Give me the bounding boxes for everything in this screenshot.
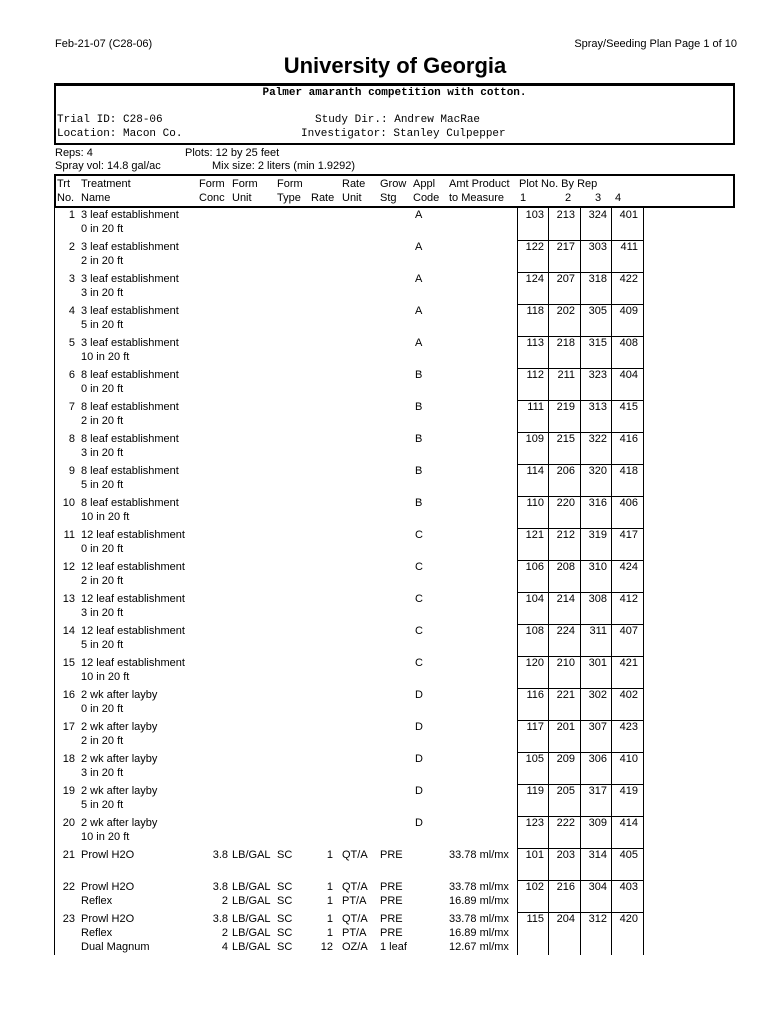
- plot-number: 318: [588, 273, 607, 285]
- mix-size-info: Mix size: 2 liters (min 1.9292): [212, 160, 356, 172]
- plot-number: 206: [556, 465, 575, 477]
- form-conc: 2: [221, 895, 228, 907]
- treatment-name: 2 in 20 ft: [81, 575, 124, 587]
- amt-product: 12.67 ml/mx: [449, 941, 509, 953]
- plot-number: 121: [525, 529, 544, 541]
- amt-product: 33.78 ml/mx: [449, 913, 509, 925]
- plot-number: 405: [619, 849, 638, 861]
- trt-no: 2: [68, 241, 75, 253]
- col-amt-product-2: to Measure: [449, 192, 505, 204]
- treatment-name: 3 leaf establishment: [81, 337, 179, 349]
- plot-number: 212: [556, 529, 575, 541]
- form-unit: LB/GAL: [232, 941, 271, 953]
- treatment-name: 2 in 20 ft: [81, 735, 124, 747]
- plot-number: 117: [526, 721, 544, 733]
- plots-info: Plots: 12 by 25 feet: [185, 147, 280, 159]
- trt-no: 4: [68, 305, 75, 317]
- treatment-name: 0 in 20 ft: [81, 703, 124, 715]
- spray-vol-info: Spray vol: 14.8 gal/ac: [55, 160, 161, 172]
- plot-number: 424: [619, 561, 638, 573]
- plot-number: 116: [526, 689, 544, 701]
- plot-number: 420: [619, 913, 638, 925]
- col-no: No.: [57, 192, 75, 204]
- treatment-name: 3 leaf establishment: [81, 305, 179, 317]
- appl-code: D: [415, 817, 423, 829]
- treatment-name: 8 leaf establishment: [81, 465, 179, 477]
- plot-number: 217: [556, 241, 575, 253]
- appl-code: A: [415, 305, 423, 317]
- trt-no: 18: [62, 753, 75, 765]
- treatment-name: 3 in 20 ft: [81, 447, 124, 459]
- plot-number: 304: [588, 881, 607, 893]
- plot-number: 303: [588, 241, 607, 253]
- plot-number: 204: [556, 913, 575, 925]
- trt-no: 11: [63, 529, 75, 541]
- plot-number: 201: [556, 721, 575, 733]
- page-title: University of Georgia: [283, 53, 507, 78]
- plot-number: 312: [588, 913, 607, 925]
- grid-line: [643, 208, 644, 955]
- plot-number: 403: [619, 881, 638, 893]
- form-unit: LB/GAL: [232, 895, 271, 907]
- trt-no: 12: [62, 561, 75, 573]
- treatment-name: 12 leaf establishment: [81, 657, 185, 669]
- col-form-unit-2: Unit: [232, 192, 252, 204]
- treatment-name: Prowl H2O: [81, 913, 135, 925]
- plot-number: 218: [556, 337, 575, 349]
- form-type: SC: [277, 849, 293, 861]
- treatment-name: 2 wk after layby: [81, 689, 158, 701]
- trt-no: 1: [68, 209, 75, 221]
- col-rep-4: 4: [615, 192, 622, 204]
- appl-code: B: [415, 369, 423, 381]
- plot-number: 414: [619, 817, 638, 829]
- plot-number: 423: [619, 721, 638, 733]
- grow-stage: PRE: [380, 881, 403, 893]
- col-grow-stg-1: Grow: [380, 178, 407, 190]
- form-conc: 3.8: [212, 913, 228, 925]
- treatment-name: 3 in 20 ft: [81, 767, 124, 779]
- grid-line: [54, 208, 55, 955]
- appl-code: D: [415, 785, 423, 797]
- grow-stage: PRE: [380, 849, 403, 861]
- treatment-name: 3 leaf establishment: [81, 273, 179, 285]
- rate: 12: [320, 941, 333, 953]
- plot-number: 106: [525, 561, 544, 573]
- grid-line: [548, 208, 549, 955]
- plot-number: 314: [588, 849, 607, 861]
- appl-code: A: [415, 273, 423, 285]
- plot-number: 305: [588, 305, 607, 317]
- col-form-type-2: Type: [277, 192, 301, 204]
- form-type: SC: [277, 895, 293, 907]
- treatment-name: 2 wk after layby: [81, 785, 158, 797]
- col-rep-3: 3: [595, 192, 602, 204]
- appl-code: B: [415, 433, 423, 445]
- treatment-name: 0 in 20 ft: [81, 383, 124, 395]
- appl-code: B: [415, 497, 423, 509]
- plot-number: 323: [588, 369, 607, 381]
- col-grow-stg-2: Stg: [380, 192, 397, 204]
- treatment-name: 8 leaf establishment: [81, 497, 179, 509]
- treatment-name: 8 leaf establishment: [81, 401, 179, 413]
- rate-unit: QT/A: [342, 849, 368, 861]
- form-type: SC: [277, 941, 293, 953]
- trt-no: 20: [62, 817, 75, 829]
- col-name: Name: [81, 192, 111, 204]
- plot-number: 417: [619, 529, 638, 541]
- treatment-name: 3 in 20 ft: [81, 287, 124, 299]
- grid-line: [517, 208, 518, 955]
- trt-no: 7: [68, 401, 75, 413]
- treatment-name: Dual Magnum: [81, 941, 150, 953]
- plot-number: 421: [619, 657, 638, 669]
- rate-unit: QT/A: [342, 913, 368, 925]
- plot-number: 208: [556, 561, 575, 573]
- treatment-name: Prowl H2O: [81, 881, 135, 893]
- appl-code: C: [415, 593, 423, 605]
- plot-number: 111: [527, 401, 544, 413]
- col-treatment: Treatment: [81, 178, 131, 190]
- plot-number: 317: [588, 785, 607, 797]
- form-type: SC: [277, 913, 293, 925]
- plot-number: 306: [588, 753, 607, 765]
- trt-no: 21: [62, 849, 75, 861]
- appl-code: D: [415, 721, 423, 733]
- trt-no: 3: [68, 273, 75, 285]
- plot-number: 406: [619, 497, 638, 509]
- trt-no: 8: [68, 433, 75, 445]
- amt-product: 16.89 ml/mx: [449, 895, 509, 907]
- plot-number: 214: [556, 593, 575, 605]
- col-form-conc-1: Form: [199, 178, 225, 190]
- form-unit: LB/GAL: [232, 881, 271, 893]
- study-director: Study Dir.: Andrew MacRae: [315, 114, 481, 126]
- trt-no: 5: [68, 337, 75, 349]
- form-conc: 3.8: [212, 849, 228, 861]
- plot-number: 316: [588, 497, 607, 509]
- col-plot-no: Plot No. By Rep: [519, 178, 598, 190]
- plot-number: 308: [588, 593, 607, 605]
- plot-number: 313: [588, 401, 607, 413]
- treatment-name: 12 leaf establishment: [81, 561, 185, 573]
- plot-number: 210: [556, 657, 575, 669]
- plot-number: 215: [556, 433, 575, 445]
- plot-number: 103: [525, 209, 544, 221]
- grow-stage: 1 leaf: [380, 941, 407, 953]
- plot-number: 412: [619, 593, 638, 605]
- plot-number: 422: [619, 273, 638, 285]
- grow-stage: PRE: [380, 927, 403, 939]
- plot-number: 311: [589, 625, 607, 637]
- rate: 1: [326, 913, 333, 925]
- plot-number: 112: [526, 369, 544, 381]
- plot-number: 224: [556, 625, 575, 637]
- plot-number: 205: [556, 785, 575, 797]
- col-rep-2: 2: [565, 192, 572, 204]
- rate-unit: OZ/A: [342, 941, 368, 953]
- form-unit: LB/GAL: [232, 927, 271, 939]
- treatment-name: 10 in 20 ft: [81, 511, 130, 523]
- plot-number: 109: [525, 433, 544, 445]
- treatment-name: 2 in 20 ft: [81, 415, 124, 427]
- treatment-name: Prowl H2O: [81, 849, 135, 861]
- treatment-name: 12 leaf establishment: [81, 593, 185, 605]
- col-form-conc-2: Conc: [199, 192, 225, 204]
- plot-number: 115: [526, 913, 544, 925]
- plot-number: 310: [588, 561, 607, 573]
- plot-number: 315: [588, 337, 607, 349]
- rate-unit: PT/A: [342, 895, 367, 907]
- treatment-name: 12 leaf establishment: [81, 625, 185, 637]
- plot-number: 320: [588, 465, 607, 477]
- treatment-name: 5 in 20 ft: [81, 319, 124, 331]
- rate: 1: [326, 895, 333, 907]
- form-type: SC: [277, 927, 293, 939]
- trt-no: 22: [62, 881, 75, 893]
- plot-number: 213: [556, 209, 575, 221]
- plot-number: 407: [619, 625, 638, 637]
- plot-number: 104: [525, 593, 544, 605]
- appl-code: B: [415, 465, 423, 477]
- plot-number: 113: [526, 337, 544, 349]
- treatment-name: 2 wk after layby: [81, 753, 158, 765]
- plot-number: 207: [556, 273, 575, 285]
- plot-number: 216: [556, 881, 575, 893]
- header-page-info: Spray/Seeding Plan Page 1 of 10: [574, 38, 737, 50]
- treatment-name: 3 in 20 ft: [81, 607, 124, 619]
- trt-no: 19: [62, 785, 75, 797]
- plot-number: 110: [526, 497, 544, 509]
- plot-number: 120: [525, 657, 544, 669]
- treatment-name: 3 leaf establishment: [81, 209, 179, 221]
- col-rep-1: 1: [520, 192, 527, 204]
- treatment-name: 2 wk after layby: [81, 817, 158, 829]
- appl-code: D: [415, 689, 423, 701]
- treatment-name: 0 in 20 ft: [81, 543, 124, 555]
- col-rate: Rate: [311, 192, 335, 204]
- plot-number: 409: [619, 305, 638, 317]
- appl-code: D: [415, 753, 423, 765]
- plot-number: 220: [556, 497, 575, 509]
- plot-number: 401: [619, 209, 638, 221]
- plot-number: 307: [588, 721, 607, 733]
- plot-number: 122: [525, 241, 544, 253]
- col-form-type-1: Form: [277, 178, 303, 190]
- treatment-name: 8 leaf establishment: [81, 369, 179, 381]
- plot-number: 123: [525, 817, 544, 829]
- trial-id: Trial ID: C28-06: [57, 114, 163, 126]
- plot-number: 408: [619, 337, 638, 349]
- grid-line: [580, 208, 581, 955]
- plot-number: 102: [525, 881, 544, 893]
- plot-number: 221: [556, 689, 575, 701]
- form-conc: 3.8: [212, 881, 228, 893]
- treatment-name: 5 in 20 ft: [81, 799, 124, 811]
- treatment-name: Reflex: [81, 927, 113, 939]
- plot-number: 411: [620, 241, 638, 253]
- trt-no: 17: [62, 721, 75, 733]
- plot-number: 119: [526, 785, 544, 797]
- trt-no: 14: [62, 625, 75, 637]
- grow-stage: PRE: [380, 895, 403, 907]
- col-trt: Trt: [57, 178, 71, 190]
- plot-number: 302: [588, 689, 607, 701]
- plot-number: 416: [619, 433, 638, 445]
- appl-code: B: [415, 401, 423, 413]
- treatment-name: 2 wk after layby: [81, 721, 158, 733]
- plot-number: 410: [619, 753, 638, 765]
- plot-number: 301: [588, 657, 607, 669]
- plot-number: 124: [525, 273, 544, 285]
- form-type: SC: [277, 881, 293, 893]
- form-unit: LB/GAL: [232, 849, 271, 861]
- header-date-trial: Feb-21-07 (C28-06): [55, 38, 153, 50]
- plot-number: 202: [556, 305, 575, 317]
- appl-code: A: [415, 337, 423, 349]
- plot-number: 402: [619, 689, 638, 701]
- treatment-name: 10 in 20 ft: [81, 831, 130, 843]
- rate: 1: [326, 849, 333, 861]
- reps-info: Reps: 4: [55, 147, 93, 159]
- col-amt-product-1: Amt Product: [449, 178, 510, 190]
- plot-number: 322: [588, 433, 607, 445]
- trt-no: 16: [62, 689, 75, 701]
- rate: 1: [326, 881, 333, 893]
- amt-product: 33.78 ml/mx: [449, 849, 509, 861]
- plot-number: 118: [526, 305, 544, 317]
- plot-number: 415: [619, 401, 638, 413]
- treatment-name: 10 in 20 ft: [81, 671, 130, 683]
- rate-unit: PT/A: [342, 927, 367, 939]
- treatment-name: 5 in 20 ft: [81, 639, 124, 651]
- trt-no: 23: [62, 913, 75, 925]
- appl-code: A: [415, 241, 423, 253]
- treatment-name: 2 in 20 ft: [81, 255, 124, 267]
- grid-line: [611, 208, 612, 955]
- col-appl-code-1: Appl: [413, 178, 436, 190]
- plot-number: 418: [619, 465, 638, 477]
- appl-code: C: [415, 625, 423, 637]
- rate: 1: [326, 927, 333, 939]
- trt-no: 13: [62, 593, 75, 605]
- plot-number: 209: [556, 753, 575, 765]
- plot-number: 219: [556, 401, 575, 413]
- plot-number: 222: [556, 817, 575, 829]
- trt-no: 10: [62, 497, 75, 509]
- amt-product: 16.89 ml/mx: [449, 927, 509, 939]
- treatment-name: 5 in 20 ft: [81, 479, 124, 491]
- plot-number: 419: [619, 785, 638, 797]
- amt-product: 33.78 ml/mx: [449, 881, 509, 893]
- col-rate-unit-2: Unit: [342, 192, 362, 204]
- col-form-unit-1: Form: [232, 178, 258, 190]
- treatment-name: 3 leaf establishment: [81, 241, 179, 253]
- col-appl-code-2: Code: [413, 192, 440, 204]
- treatment-name: 12 leaf establishment: [81, 529, 185, 541]
- form-conc: 4: [221, 941, 228, 953]
- plot-number: 101: [525, 849, 544, 861]
- treatment-name: 10 in 20 ft: [81, 351, 130, 363]
- trt-no: 15: [62, 657, 75, 669]
- appl-code: A: [415, 209, 423, 221]
- form-conc: 2: [221, 927, 228, 939]
- plot-number: 324: [588, 209, 607, 221]
- trial-subtitle: Palmer amaranth competition with cotton.: [262, 87, 527, 99]
- col-rate-unit-1: Rate: [342, 178, 366, 190]
- appl-code: C: [415, 657, 423, 669]
- plot-number: 105: [525, 753, 544, 765]
- form-unit: LB/GAL: [232, 913, 271, 925]
- appl-code: C: [415, 561, 423, 573]
- treatment-name: 0 in 20 ft: [81, 223, 124, 235]
- trt-no: 6: [68, 369, 75, 381]
- plot-number: 211: [557, 369, 575, 381]
- plot-number: 319: [588, 529, 607, 541]
- plot-number: 309: [588, 817, 607, 829]
- investigator: Investigator: Stanley Culpepper: [301, 128, 506, 140]
- trt-no: 9: [68, 465, 75, 477]
- treatment-name: 8 leaf establishment: [81, 433, 179, 445]
- appl-code: C: [415, 529, 423, 541]
- treatment-name: Reflex: [81, 895, 113, 907]
- plot-number: 203: [556, 849, 575, 861]
- grow-stage: PRE: [380, 913, 403, 925]
- plot-number: 108: [525, 625, 544, 637]
- trial-location: Location: Macon Co.: [57, 128, 183, 140]
- plot-number: 404: [619, 369, 638, 381]
- plot-number: 114: [526, 465, 544, 477]
- rate-unit: QT/A: [342, 881, 368, 893]
